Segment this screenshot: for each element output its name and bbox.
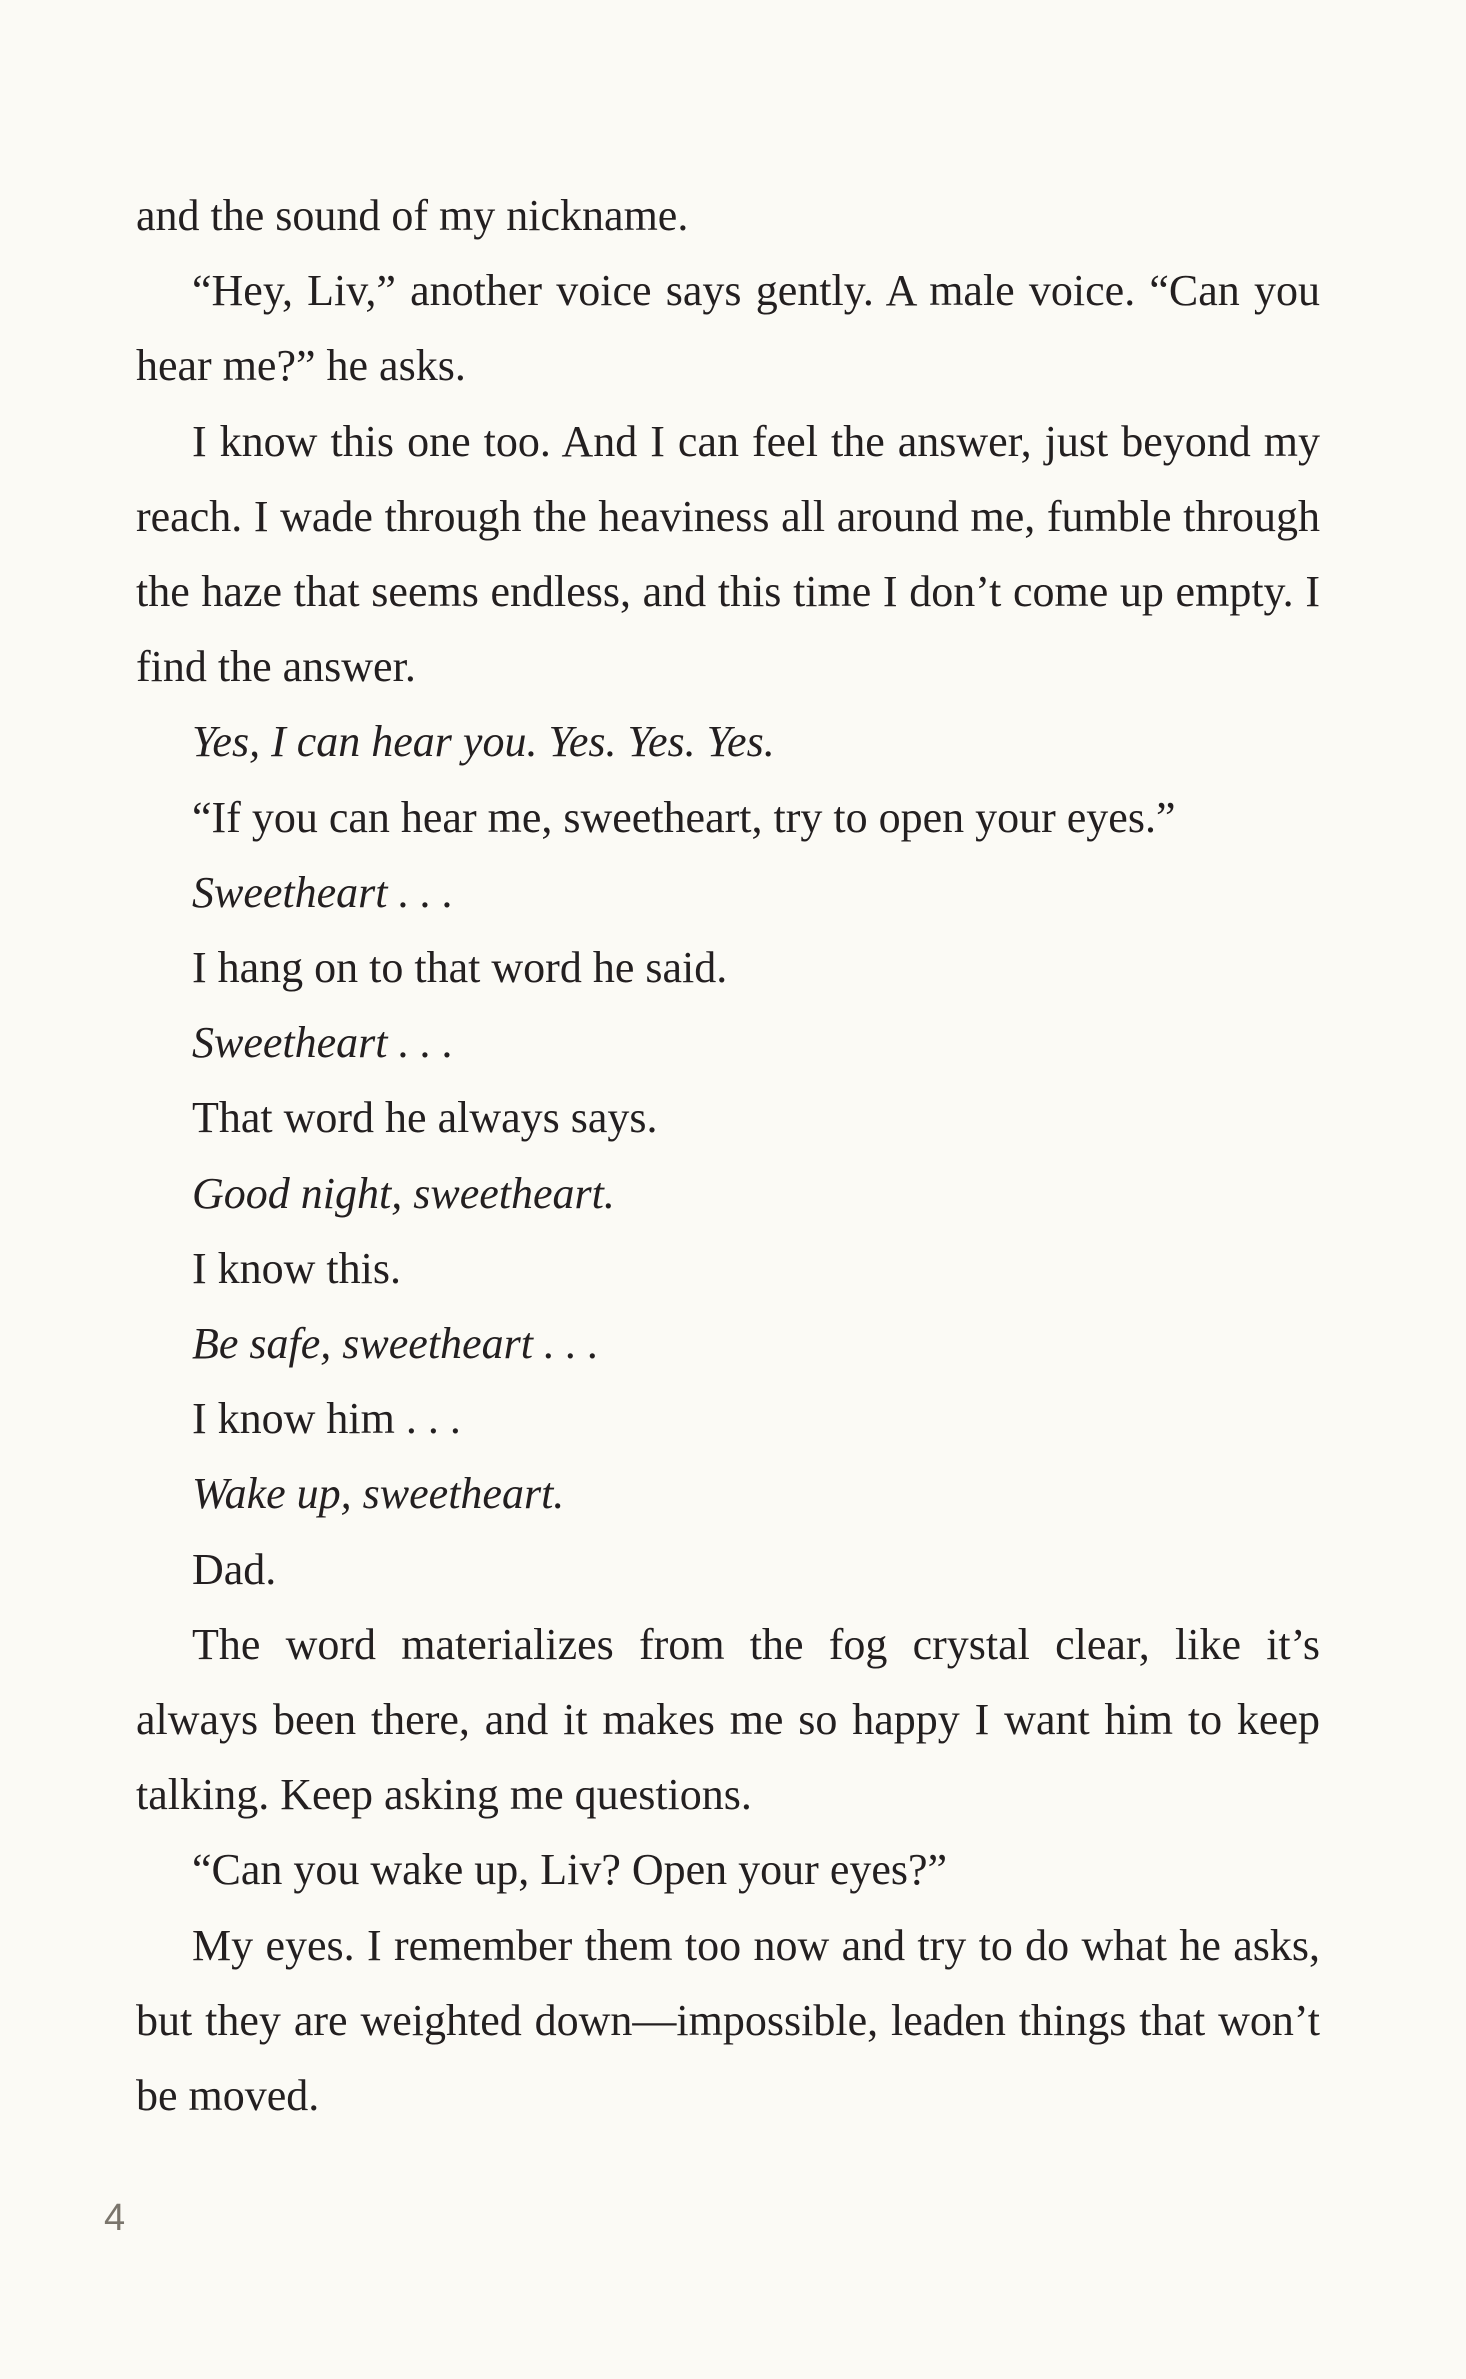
paragraph: and the sound of my nickname. [136, 191, 689, 240]
italic-thought: Sweetheart . . . [192, 1018, 454, 1068]
paragraph: That word he always says. [192, 1093, 658, 1143]
body-text [136, 178, 1320, 2133]
paragraph: Dad. [192, 1544, 277, 1594]
page-number: 4 [104, 2197, 126, 2239]
italic-thought: Good night, sweetheart. [192, 1168, 615, 1218]
italic-thought: Sweetheart . . . [192, 867, 454, 917]
paragraph: “Can you wake up, Liv? Open your eyes?” [192, 1845, 948, 1895]
paragraph: I know him . . . [192, 1394, 461, 1444]
italic-thought: Yes, I can hear you. Yes. Yes. Yes. [192, 717, 775, 767]
paragraph: My eyes. I remember them too now and try to do what he asks, but they are weighted down—impossible, leaden things that won’t be moved. [136, 1920, 1320, 2121]
paragraph: I know this. [192, 1243, 401, 1293]
paragraph: I know this one too. And I can feel the answer, just beyond my reach. I wade through the heaviness all around me, fumble through the haze that seems endless, and this time I don’t come up empty. I find the answer. [136, 416, 1320, 692]
paragraph: I hang on to that word he said. [192, 943, 728, 993]
paragraph: “Hey, Liv,” another voice says gently. A male voice. “Can you hear me?” he asks. [136, 266, 1320, 391]
paragraph: “If you can hear me, sweetheart, try to open your eyes.” [192, 792, 1176, 842]
paragraph: The word materializes from the fog crystal clear, like it’s always been there, and it makes me so happy I want him to keep talking. Keep asking me questions. [136, 1619, 1320, 1820]
italic-thought: Be safe, sweetheart . . . [192, 1319, 599, 1369]
italic-thought: Wake up, sweetheart. [192, 1469, 565, 1519]
